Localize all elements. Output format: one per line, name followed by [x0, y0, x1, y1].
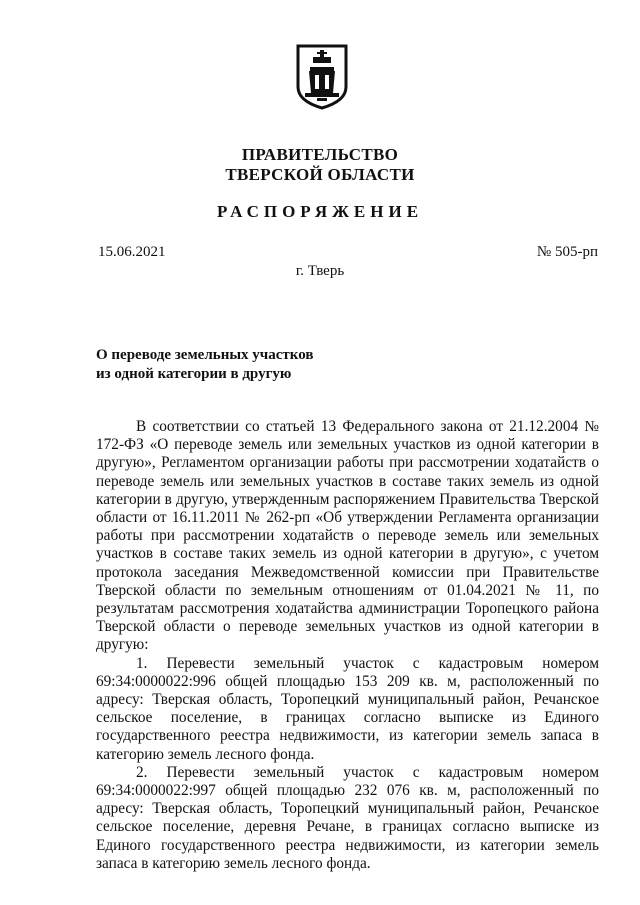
document-city: г. Тверь: [295, 263, 345, 279]
order-item-2: 2. Перевести земельный участок с кадастровым номером 69:34:0000022:997 общей площадью 232 076 кв. м, расположенный по адресу: Тверская область, Торопецкий муниципальный район, Речанское сельское поселение, деревня Речане, в границах согласно выписке из Единого государственного реестра недвижимости, из категории земель запаса в категорию земель лесного фонда.: [96, 763, 599, 872]
order-item-1: 1. Перевести земельный участок с кадастровым номером 69:34:0000022:996 общей площадью 153 209 кв. м, расположенный по адресу: Тверская область, Торопецкий муниципальный район, Речанское сельское поселение, в границах согласно выписке из Единого государственного реестра недвижимости, из категории земель запаса в категорию земель лесного фонда.: [96, 654, 599, 763]
document-number: № 505-рп: [536, 244, 598, 260]
subject-line2: из одной категории в другую: [96, 366, 292, 382]
government-title-line1: ПРАВИТЕЛЬСТВО: [241, 145, 399, 164]
preamble-paragraph: В соответствии со статьей 13 Федерального закона от 21.12.2004 № 172-ФЗ «О переводе земель или земельных участков из одной категории в другую», Регламентом организации работы при рассмотрении ходатайств о переводе земель или земельных участков в составе таких земель из одной категории в другую, утвержденным распоряжением Правительства Тверской области от 16.11.2011 № 262-рп «Об утверждении Регламента организации работы при рассмотрении ходатайств о переводе земель или земельных участков в составе таких земель из одной категории в другую», с учетом протокола заседания Межведомственной комиссии при Правительстве Тверской области по земельным отношениям от 01.04.2021 № 11, по результатам рассмотрения ходатайства администрации Торопецкого района Тверской области о переводе земельных участков из одной категории в другую:: [96, 418, 599, 654]
document-type-title: РАСПОРЯЖЕНИЕ: [216, 202, 424, 221]
tver-coat-of-arms-icon: [295, 43, 349, 111]
government-title-line2: ТВЕРСКОЙ ОБЛАСТИ: [225, 165, 415, 184]
document-body: [96, 418, 599, 873]
document-date: 15.06.2021: [98, 244, 166, 260]
subject-line1: О переводе земельных участков: [96, 347, 314, 363]
document-subject: [96, 346, 396, 384]
